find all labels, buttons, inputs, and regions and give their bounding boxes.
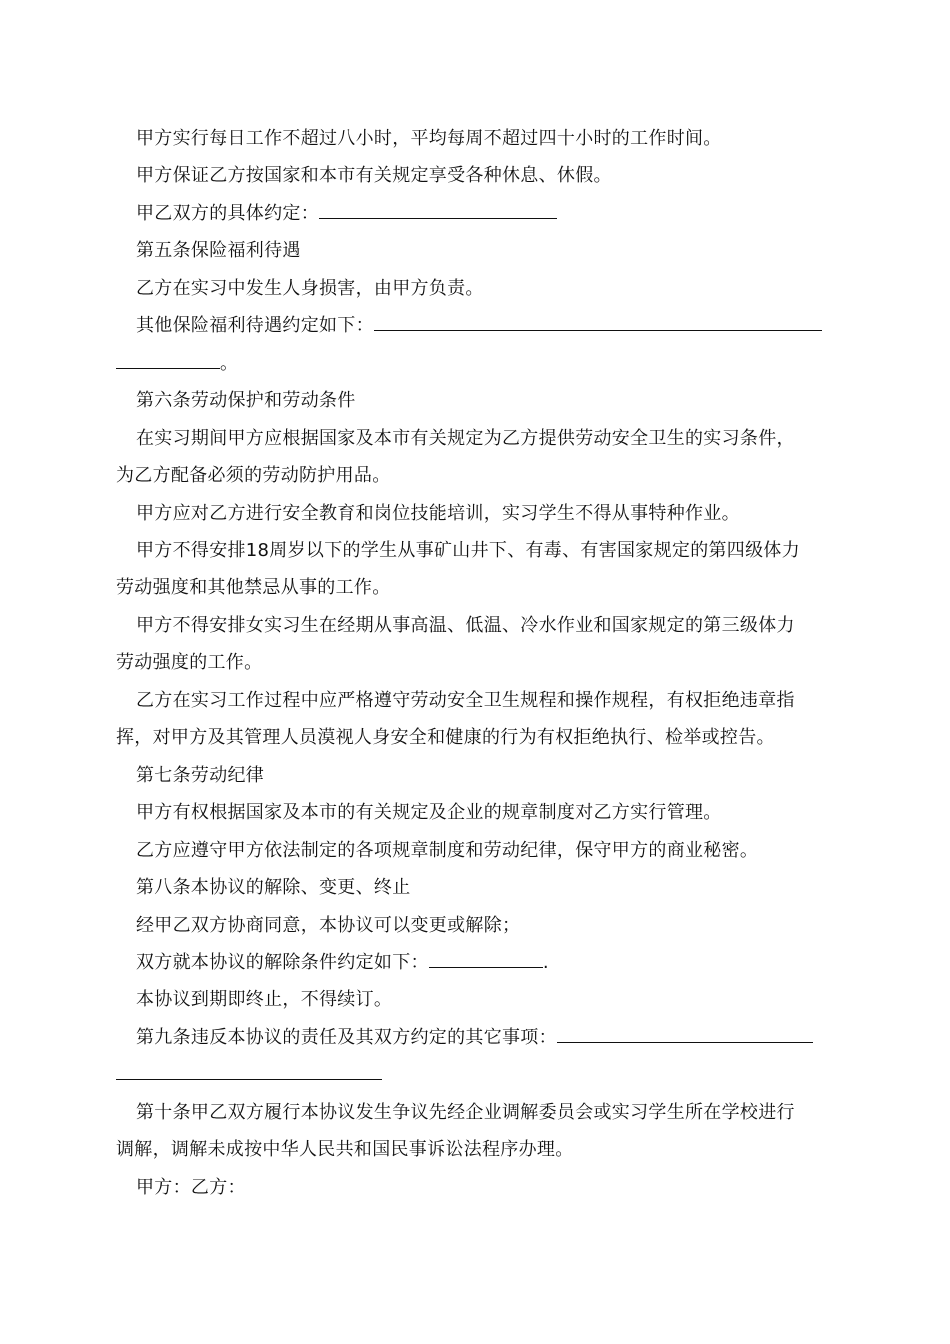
fill-in-blank[interactable]	[374, 314, 822, 331]
paragraph: 乙方在实习中发生人身损害，由甲方负责。	[136, 278, 484, 299]
paragraph: 乙方在实习工作过程中应严格遵守劳动安全卫生规程和操作规程，有权拒绝违章指	[136, 690, 795, 711]
paragraph: 甲方有权根据国家及本市的有关规定及企业的规章制度对乙方实行管理。	[136, 802, 722, 823]
fill-in-blank[interactable]	[116, 352, 220, 369]
paragraph: 本协议到期即终止，不得续订。	[136, 989, 393, 1010]
agreement-line-continued	[116, 1063, 382, 1087]
paragraph: 劳动强度的工作。	[116, 652, 263, 673]
agreement-line	[136, 202, 557, 226]
agreement-line	[136, 1026, 813, 1050]
fill-in-blank[interactable]	[429, 951, 543, 968]
section-heading-text: 第九条违反本协议的责任及其双方约定的其它事项：	[136, 1027, 557, 1048]
fill-in-blank[interactable]	[557, 1026, 813, 1043]
paragraph-text: 。	[220, 353, 239, 374]
section-heading: 第五条保险福利待遇	[136, 240, 301, 261]
paragraph: 甲方应对乙方进行安全教育和岗位技能培训，实习学生不得从事特种作业。	[136, 503, 740, 524]
section-heading: 第八条本协议的解除、变更、终止	[136, 877, 411, 898]
paragraph: 甲方不得安排女实习生在经期从事高温、低温、冷水作业和国家规定的第三级体力	[136, 615, 795, 636]
paragraph: 调解，调解未成按中华人民共和国民事诉讼法程序办理。	[116, 1139, 574, 1160]
agreement-line	[136, 951, 549, 975]
signature-line: 甲方：乙方：	[136, 1177, 246, 1198]
paragraph: 乙方应遵守甲方依法制定的各项规章制度和劳动纪律，保守甲方的商业秘密。	[136, 840, 759, 861]
paragraph-text: 甲乙双方的具体约定：	[136, 203, 319, 224]
agreement-line-continued	[116, 352, 238, 376]
section-heading: 第十条甲乙双方履行本协议发生争议先经企业调解委员会或实习学生所在学校进行	[136, 1102, 795, 1123]
paragraph: 在实习期间甲方应根据国家及本市有关规定为乙方提供劳动安全卫生的实习条件，	[136, 428, 795, 449]
paragraph: 甲方不得安排18周岁以下的学生从事矿山井下、有毒、有害国家规定的第四级体力	[136, 540, 801, 561]
paragraph: 甲方保证乙方按国家和本市有关规定享受各种休息、休假。	[136, 165, 612, 186]
paragraph: 为乙方配备必须的劳动防护用品。	[116, 465, 391, 486]
paragraph: 挥，对甲方及其管理人员漠视人身安全和健康的行为有权拒绝执行、检举或控告。	[116, 727, 775, 748]
paragraph-text: .	[542, 952, 549, 973]
paragraph: 甲方实行每日工作不超过八小时，平均每周不超过四十小时的工作时间。	[136, 128, 722, 149]
fill-in-blank[interactable]	[319, 202, 557, 219]
paragraph-text: 其他保险福利待遇约定如下：	[136, 315, 374, 336]
paragraph: 经甲乙双方协商同意，本协议可以变更或解除；	[136, 915, 521, 936]
section-heading: 第七条劳动纪律	[136, 765, 265, 786]
fill-in-blank[interactable]	[116, 1063, 382, 1080]
section-heading: 第六条劳动保护和劳动条件	[136, 390, 356, 411]
paragraph-text: 双方就本协议的解除条件约定如下：	[136, 952, 429, 973]
paragraph: 劳动强度和其他禁忌从事的工作。	[116, 577, 391, 598]
agreement-line	[136, 314, 822, 338]
